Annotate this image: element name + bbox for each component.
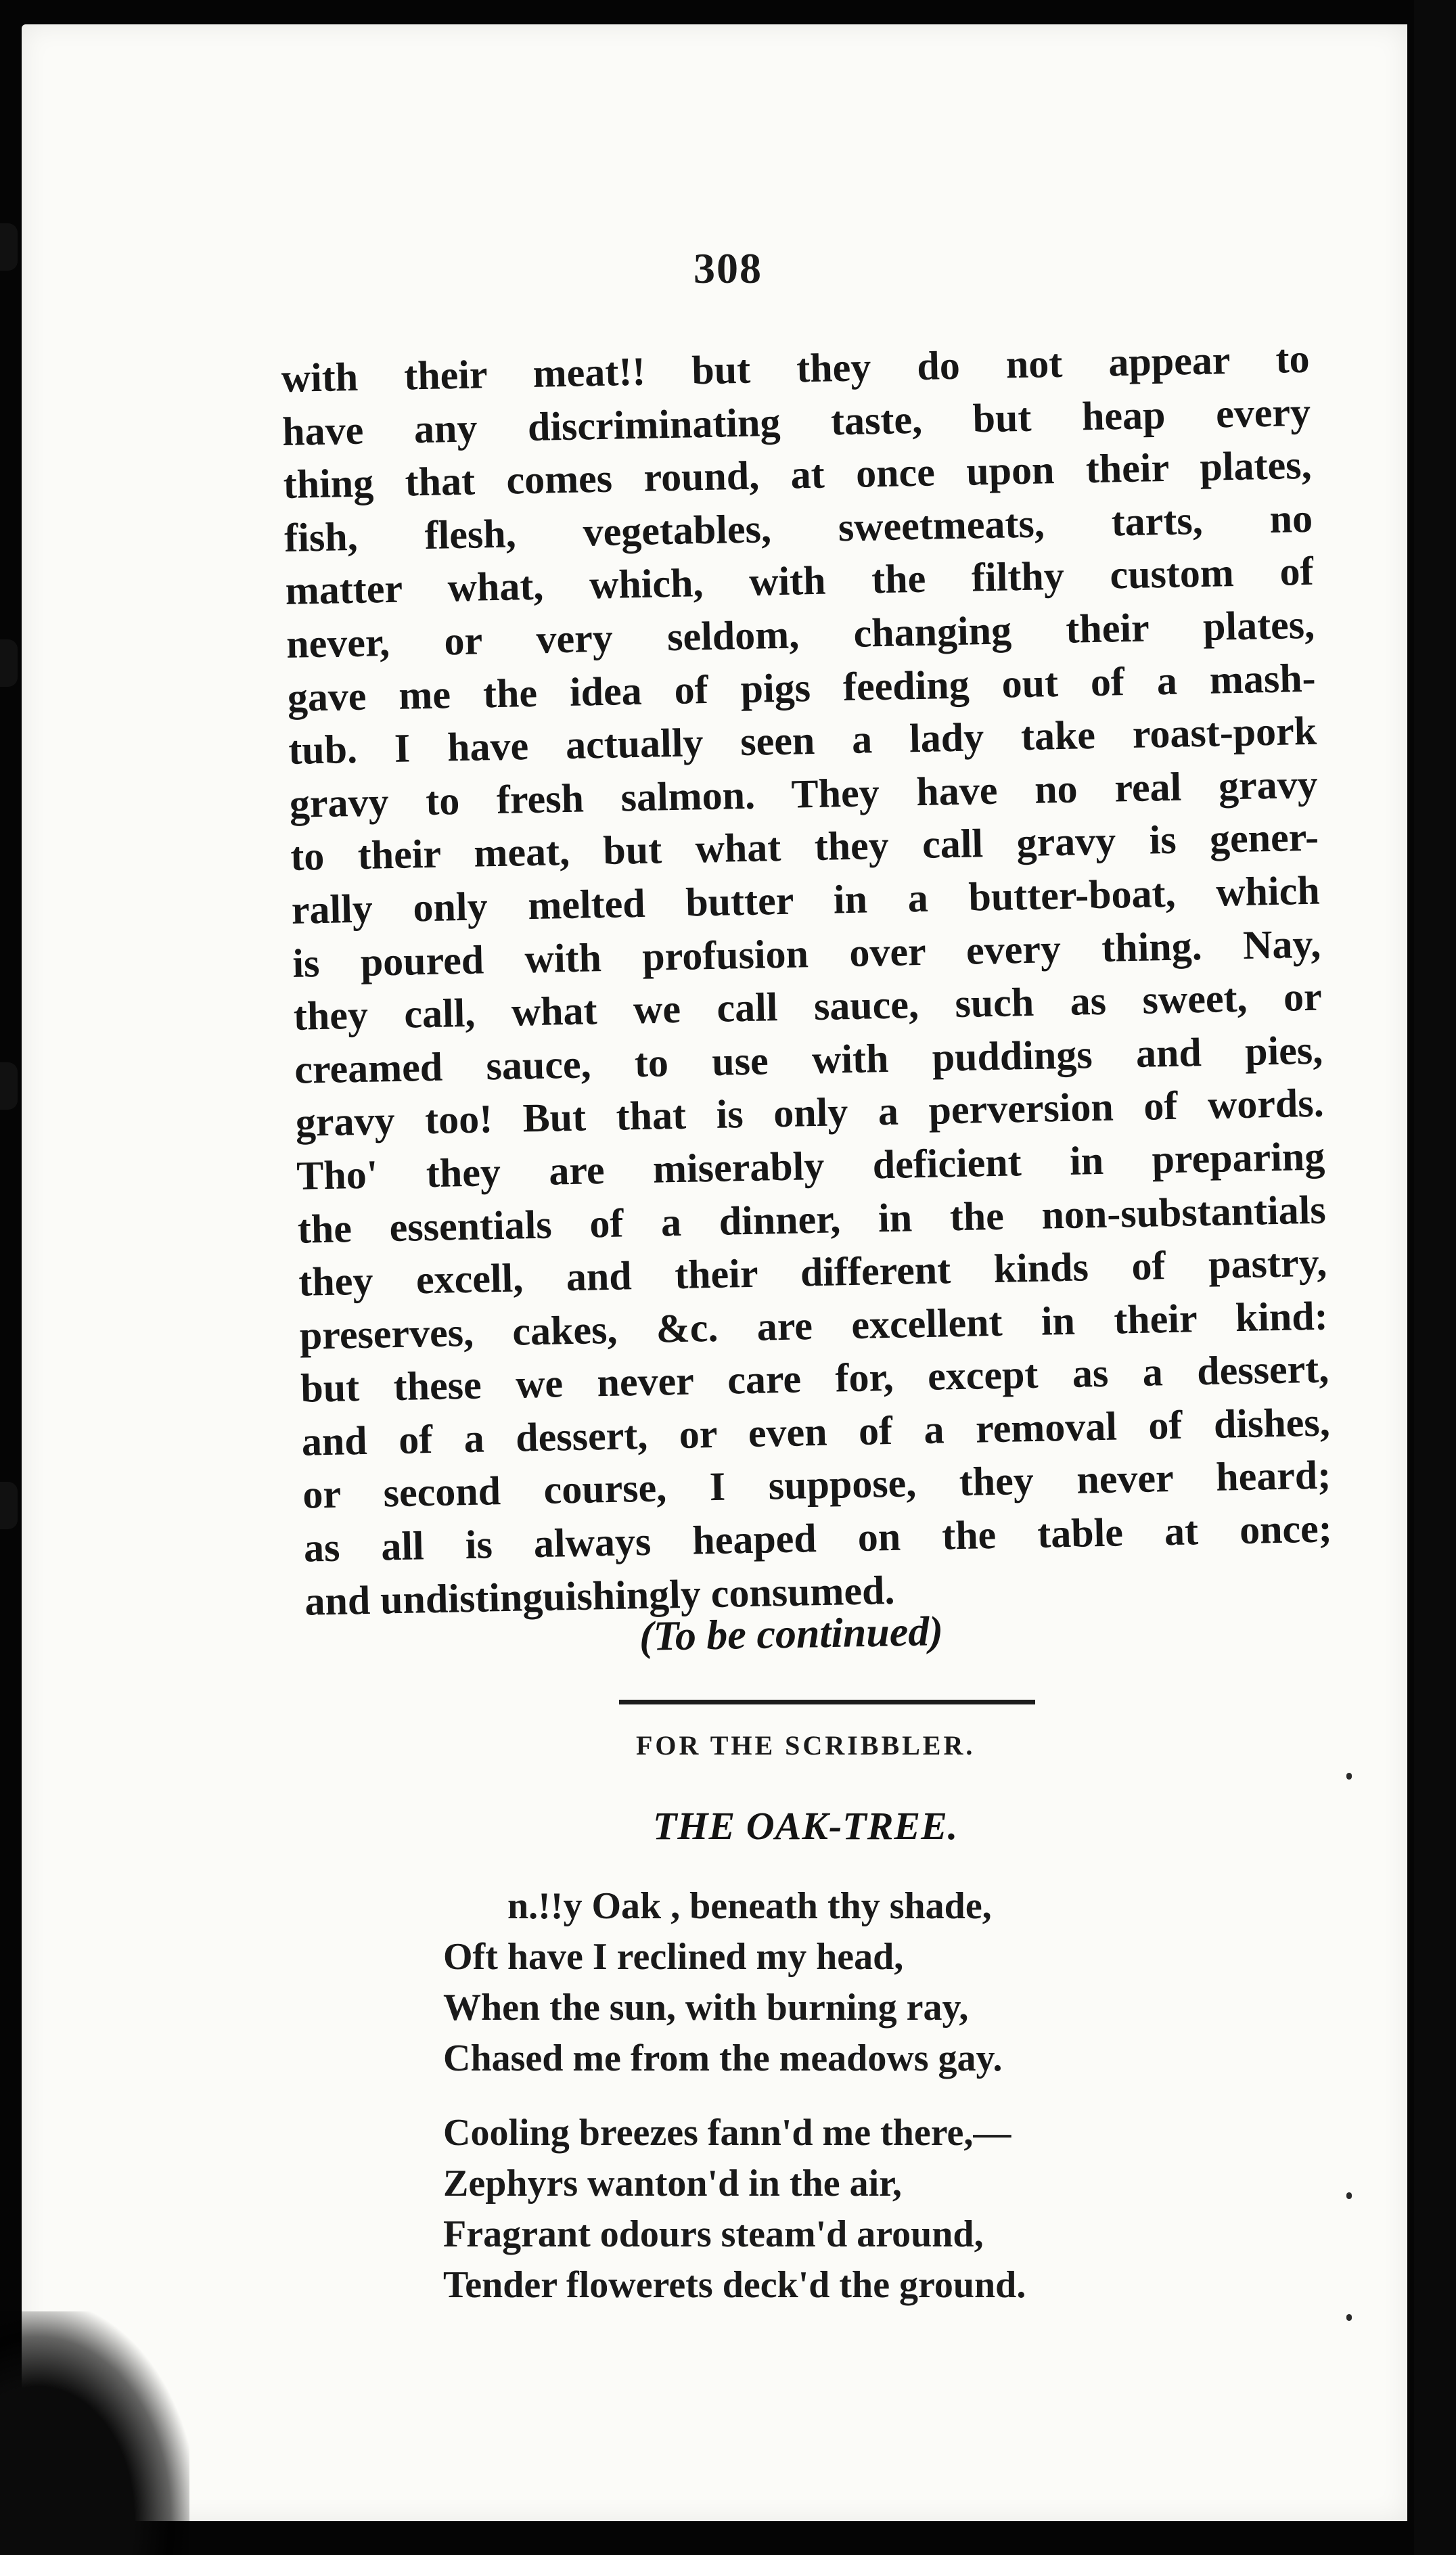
corner-smudge [0,2311,189,2555]
continued-note: (To be continued) [639,1608,944,1660]
prose-line: Tho' they are miserably deficient in preparing [296,1133,1325,1198]
margin-mark [1346,2314,1352,2321]
prose-line: matter what, which, with the filthy custom of [285,549,1315,614]
prose-block [281,332,1334,1628]
binding-mark [0,1062,18,1110]
page-number: 308 [693,244,763,292]
prose-line: with their meat!! but they do not appear to [281,336,1311,401]
prose-line: tub. I have actually seen a lady take roast-pork [288,708,1317,773]
prose-line: to their meat, but what they call gravy is gener- [290,815,1319,880]
verse-line: Oft have I reclined my head, [443,1936,904,1978]
section-rule [619,1700,1035,1704]
prose-line: they excell, and their different kinds of pastry, [298,1240,1327,1305]
poem-title: THE OAK-TREE. [653,1804,959,1848]
prose-line: have any discriminating taste, but heap every [281,389,1311,454]
prose-line: gravy to fresh salmon. They have no real gravy [289,761,1319,826]
prose-line: is poured with profusion over every thing. Nay, [292,921,1321,986]
prose-line: and of a dessert, or even of a removal of dishes, [301,1399,1331,1464]
prose-line: the essentials of a dinner, in the non-substantials [297,1187,1327,1252]
poem-stanza [443,1881,1221,2084]
poem-heading: FOR THE SCRIBBLER. [636,1730,976,1761]
prose-line: fish, flesh, vegetables, sweetmeats, tarts, no [283,495,1313,560]
verse-line: Cooling breezes fann'd me there,— [443,2112,1011,2154]
scan-right-edge [1414,0,1456,2555]
prose-line: never, or very seldom, changing their plates, [286,602,1315,666]
prose-line: gravy too! But that is only a perversion of words. [295,1080,1325,1146]
margin-mark [1346,2192,1352,2199]
prose-line: they call, what we call sauce, such as sweet, or [293,974,1323,1039]
prose-line: gave me the idea of pigs feeding out of a mash- [287,655,1317,720]
verse-line: n.!!y Oak , beneath thy shade, [507,1885,992,1927]
prose-line: but these we never care for, except as a dessert, [300,1346,1329,1411]
binding-mark [0,1482,18,1529]
binding-mark [0,639,18,687]
prose-line: creamed sauce, to use with puddings and pies, [294,1027,1323,1092]
prose-line: as all is always heaped on the table at once; [303,1506,1333,1570]
prose-line: thing that comes round, at once upon their plates, [283,442,1313,507]
prose-line: preserves, cakes, &c. are excellent in their kind: [299,1293,1329,1358]
prose-line: rally only melted butter in a butter-boat, which [291,867,1321,932]
poem-stanza [443,2108,1221,2311]
prose-line: and undistinguishingly consumed. [304,1567,895,1624]
verse-line: Zephyrs wanton'd in the air, [443,2163,902,2204]
margin-mark [1346,1773,1352,1780]
verse-line: Fragrant odours steam'd around, [443,2213,984,2255]
verse-line: Tender flowerets deck'd the ground. [443,2264,1026,2306]
verse-line: When the sun, with burning ray, [443,1987,969,2029]
prose-line: or second course, I suppose, they never heard; [302,1452,1332,1518]
verse-line: Chased me from the meadows gay. [443,2037,1003,2079]
